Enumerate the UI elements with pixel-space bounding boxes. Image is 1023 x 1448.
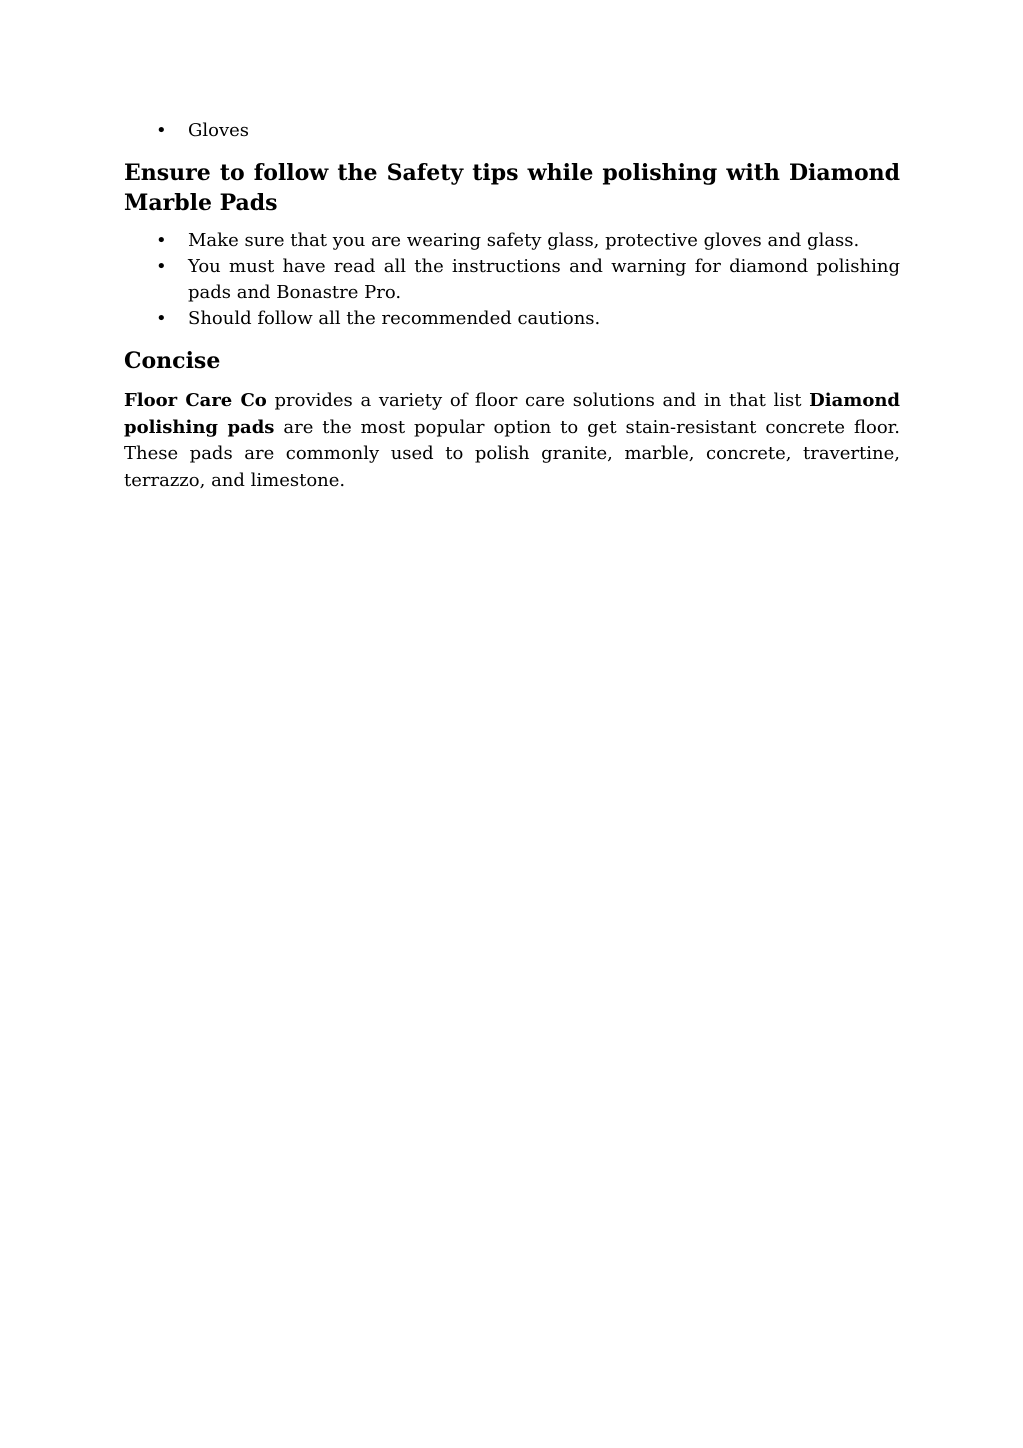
safety-tips-list xyxy=(124,228,900,332)
bullet-icon: • xyxy=(156,256,167,277)
list-item xyxy=(124,254,900,306)
list-item xyxy=(124,118,900,144)
section-heading-safety-tips: Ensure to follow the Safety tips while polishing with Diamond Marble Pads xyxy=(124,160,900,216)
bullet-icon: • xyxy=(156,308,167,329)
bullet-icon: • xyxy=(156,120,167,141)
bullet-icon: • xyxy=(156,230,167,251)
brand-name-bold: Floor Care Co xyxy=(124,390,267,411)
list-item-text: Should follow all the recommended cautions. xyxy=(188,308,601,329)
section-heading-concise: Concise xyxy=(124,348,221,374)
list-item-text: Make sure that you are wearing safety glass, protective gloves and glass. xyxy=(188,230,860,251)
list-item-text: You must have read all the instructions and warning for diamond polishing pads and Bonastre Pro. xyxy=(188,256,900,303)
paragraph-text: are the most popular option to get stain-resistant concrete floor. These pads are commonly used to polish granite, marble, concrete, travertine, terrazzo, and limestone. xyxy=(124,416,901,491)
product-name-bold: Diamond polishing pads xyxy=(124,390,900,438)
document-page xyxy=(124,118,900,494)
list-item xyxy=(124,306,900,332)
list-item-text: Gloves xyxy=(188,120,250,141)
top-bullet-list xyxy=(124,118,900,144)
list-item xyxy=(124,228,900,254)
paragraph-text: provides a variety of floor care solutions and in that list xyxy=(266,390,810,411)
concise-paragraph xyxy=(124,388,900,494)
